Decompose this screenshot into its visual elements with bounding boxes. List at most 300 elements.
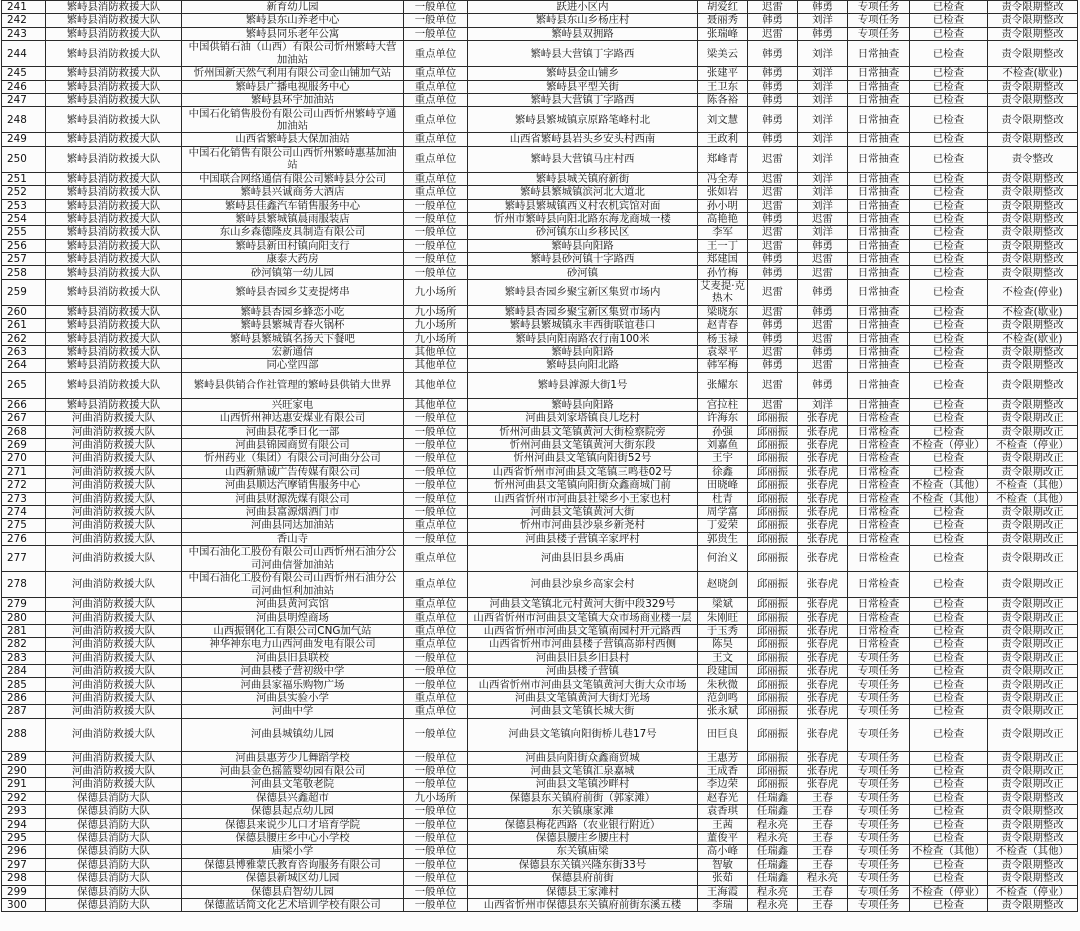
inspection-result: 责令限期整改 <box>988 805 1078 817</box>
inspector-1: 邱丽振 <box>748 439 798 451</box>
brigade-name: 繁峙县消防救援大队 <box>46 306 182 318</box>
inspector-2: 王春 <box>798 792 848 804</box>
contact-person: 王惠芳 <box>698 752 748 764</box>
unit-name: 河曲县惠芳少儿舞蹈学校 <box>182 752 404 764</box>
check-status: 已检查 <box>910 652 988 664</box>
inspector-1: 邱丽振 <box>748 705 798 717</box>
unit-name: 河曲县富源烟酒门市 <box>182 506 404 518</box>
unit-address: 河曲县向阳街众鑫商贸城 <box>468 752 698 764</box>
unit-name: 新育幼儿园 <box>182 1 404 13</box>
brigade-name: 河曲消防救援大队 <box>46 765 182 777</box>
contact-person: 董俊平 <box>698 832 748 844</box>
inspector-1: 程永亮 <box>748 899 798 911</box>
inspection-result: 责令限期改正 <box>988 506 1078 518</box>
unit-type: 一般单位 <box>404 412 468 424</box>
inspector-1: 任瑞鑫 <box>748 872 798 884</box>
inspector-1: 迟雷 <box>748 147 798 172</box>
task-type: 专项任务 <box>848 845 910 857</box>
inspector-2: 张春虎 <box>798 612 848 624</box>
inspector-1: 韩勇 <box>748 14 798 26</box>
inspector-1: 邱丽振 <box>748 719 798 751</box>
row-number: 256 <box>2 240 46 252</box>
table-row <box>2 638 1078 651</box>
brigade-name: 繁峙县消防救援大队 <box>46 173 182 185</box>
unit-name: 东山乡森德隆皮具制造有限公司 <box>182 226 404 238</box>
brigade-name: 保德县消防大队 <box>46 792 182 804</box>
unit-name: 繁峙县繁城青春火锅杯 <box>182 319 404 331</box>
contact-person: 朱刚旺 <box>698 612 748 624</box>
contact-person: 丁爱荣 <box>698 519 748 531</box>
inspector-2: 刘洋 <box>798 200 848 212</box>
brigade-name: 河曲消防救援大队 <box>46 426 182 438</box>
inspection-result: 责令限期改正 <box>988 692 1078 704</box>
unit-address: 山西省忻州市保德县东关镇府前街东溪五楼 <box>468 899 698 911</box>
unit-type: 一般单位 <box>404 253 468 265</box>
inspection-result: 责令整改 <box>988 147 1078 172</box>
brigade-name: 河曲消防救援大队 <box>46 638 182 650</box>
task-type: 专项任务 <box>848 652 910 664</box>
row-number: 292 <box>2 792 46 804</box>
brigade-name: 繁峙县消防救援大队 <box>46 253 182 265</box>
inspector-1: 韩勇 <box>748 41 798 66</box>
inspector-2: 张春虎 <box>798 533 848 545</box>
row-number: 279 <box>2 598 46 610</box>
brigade-name: 繁峙县消防救援大队 <box>46 81 182 93</box>
unit-address: 保德县王家滩村 <box>468 886 698 898</box>
inspector-2: 刘洋 <box>798 14 848 26</box>
brigade-name: 河曲消防救援大队 <box>46 452 182 464</box>
unit-name: 河曲县财源洗煤有限公司 <box>182 493 404 505</box>
task-type: 日常检查 <box>848 493 910 505</box>
unit-address: 繁峙县大营镇丁字路西 <box>468 94 698 106</box>
inspector-1: 邱丽振 <box>748 678 798 690</box>
row-number: 300 <box>2 899 46 911</box>
unit-address: 繁峙县双拥路 <box>468 28 698 40</box>
check-status: 已检查 <box>910 1 988 13</box>
table-row <box>2 612 1078 625</box>
unit-type: 一般单位 <box>404 506 468 518</box>
inspector-1: 邱丽振 <box>748 479 798 491</box>
inspector-2: 韩勇 <box>798 1 848 13</box>
check-status: 已检查 <box>910 705 988 717</box>
inspector-1: 迟雷 <box>748 28 798 40</box>
inspector-2: 张春虎 <box>798 665 848 677</box>
check-status: 已检查 <box>910 519 988 531</box>
unit-type: 一般单位 <box>404 266 468 278</box>
check-status: 已检查 <box>910 678 988 690</box>
inspector-2: 刘洋 <box>798 107 848 132</box>
inspector-2: 刘洋 <box>798 133 848 145</box>
brigade-name: 河曲消防救援大队 <box>46 692 182 704</box>
table-row <box>2 752 1078 765</box>
check-status: 已检查 <box>910 765 988 777</box>
table-row <box>2 439 1078 452</box>
inspection-result: 责令限期整改 <box>988 240 1078 252</box>
brigade-name: 繁峙县消防救援大队 <box>46 67 182 79</box>
contact-person: 冯全寿 <box>698 173 748 185</box>
unit-type: 重点单位 <box>404 519 468 531</box>
row-number: 253 <box>2 200 46 212</box>
check-status: 已检查 <box>910 805 988 817</box>
check-status: 已检查 <box>910 506 988 518</box>
check-status: 已检查 <box>910 466 988 478</box>
unit-type: 一般单位 <box>404 479 468 491</box>
inspector-2: 王春 <box>798 859 848 871</box>
task-type: 专项任务 <box>848 692 910 704</box>
row-number: 250 <box>2 147 46 172</box>
inspection-result: 责令限期整改 <box>988 107 1078 132</box>
contact-person: 袁香琪 <box>698 805 748 817</box>
row-number: 265 <box>2 373 46 398</box>
table-row <box>2 678 1078 691</box>
unit-address: 忻州河曲县文笔镇黄河大街检察院旁 <box>468 426 698 438</box>
row-number: 255 <box>2 226 46 238</box>
inspector-2: 张春虎 <box>798 692 848 704</box>
row-number: 268 <box>2 426 46 438</box>
row-number: 257 <box>2 253 46 265</box>
inspector-2: 张春虎 <box>798 506 848 518</box>
contact-person: 高艳艳 <box>698 213 748 225</box>
table-row <box>2 665 1078 678</box>
unit-address: 繁峙县大营镇丁字路西 <box>468 41 698 66</box>
inspector-1: 邱丽振 <box>748 612 798 624</box>
task-type: 日常检查 <box>848 439 910 451</box>
table-row <box>2 1 1078 14</box>
check-status: 已检查 <box>910 426 988 438</box>
inspection-result: 责令限期整改 <box>988 1 1078 13</box>
table-row <box>2 452 1078 465</box>
task-type: 专项任务 <box>848 778 910 790</box>
row-number: 276 <box>2 533 46 545</box>
unit-address: 繁峙县滹源大街1号 <box>468 373 698 398</box>
inspector-2: 韩勇 <box>798 240 848 252</box>
brigade-name: 保德县消防大队 <box>46 805 182 817</box>
unit-type: 一般单位 <box>404 1 468 13</box>
inspector-2: 韩勇 <box>798 346 848 358</box>
task-type: 日常检查 <box>848 519 910 531</box>
task-type: 日常抽查 <box>848 253 910 265</box>
inspection-result: 责令限期改正 <box>988 752 1078 764</box>
unit-address: 繁峙县金山铺乡 <box>468 67 698 79</box>
inspector-1: 韩勇 <box>748 266 798 278</box>
inspector-1: 邱丽振 <box>748 652 798 664</box>
unit-address: 繁峙县城关镇府新街 <box>468 173 698 185</box>
unit-address: 繁峙县杏园乡聚宝新区集贸市场内 <box>468 306 698 318</box>
table-row <box>2 306 1078 319</box>
unit-type: 其他单位 <box>404 373 468 398</box>
check-status: 已检查 <box>910 306 988 318</box>
brigade-name: 繁峙县消防救援大队 <box>46 1 182 13</box>
row-number: 296 <box>2 845 46 857</box>
table-row <box>2 359 1078 372</box>
task-type: 日常抽查 <box>848 306 910 318</box>
unit-name: 保德县新城区幼儿园 <box>182 872 404 884</box>
unit-address: 保德县梅花西路（农业银行附近） <box>468 819 698 831</box>
row-number: 246 <box>2 81 46 93</box>
table-row <box>2 346 1078 359</box>
inspector-2: 刘洋 <box>798 81 848 93</box>
unit-address: 繁峙县向阳路 <box>468 399 698 411</box>
inspector-2: 张春虎 <box>798 479 848 491</box>
inspector-2: 张春虎 <box>798 778 848 790</box>
contact-person: 王宇 <box>698 452 748 464</box>
inspection-result: 责令限期整改 <box>988 200 1078 212</box>
table-row <box>2 67 1078 80</box>
inspection-result: 责令限期整改 <box>988 832 1078 844</box>
inspector-2: 迟雷 <box>798 319 848 331</box>
row-number: 291 <box>2 778 46 790</box>
task-type: 专项任务 <box>848 872 910 884</box>
contact-person: 杜青 <box>698 493 748 505</box>
unit-address: 繁峙县平型关街 <box>468 81 698 93</box>
brigade-name: 保德县消防大队 <box>46 845 182 857</box>
inspection-result: 责令限期改正 <box>988 572 1078 597</box>
check-status: 已检查 <box>910 346 988 358</box>
inspector-1: 迟雷 <box>748 1 798 13</box>
check-status: 已检查 <box>910 546 988 571</box>
table-row <box>2 546 1078 572</box>
unit-type: 一般单位 <box>404 805 468 817</box>
check-status: 已检查 <box>910 319 988 331</box>
unit-address: 忻州河曲县文笔镇向阳街众鑫商城门前 <box>468 479 698 491</box>
task-type: 日常抽查 <box>848 186 910 198</box>
contact-person: 赵青春 <box>698 319 748 331</box>
unit-name: 保德县启智幼儿园 <box>182 886 404 898</box>
unit-address: 忻州河曲县文笔镇黄河大街东段 <box>468 439 698 451</box>
unit-type: 一般单位 <box>404 819 468 831</box>
unit-name: 繁峙县兴诚商务大酒店 <box>182 186 404 198</box>
row-number: 281 <box>2 625 46 637</box>
unit-name: 山西省繁峙县大保加油站 <box>182 133 404 145</box>
inspector-2: 迟雷 <box>798 213 848 225</box>
check-status: 已检查 <box>910 240 988 252</box>
unit-name: 中国石化销售股份有限公司山西忻州繁峙亨通加油站 <box>182 107 404 132</box>
unit-type: 重点单位 <box>404 147 468 172</box>
check-status: 已检查 <box>910 81 988 93</box>
table-row <box>2 173 1078 186</box>
unit-name: 宏新通信 <box>182 346 404 358</box>
unit-name: 河曲县家福乐购物广场 <box>182 678 404 690</box>
task-type: 日常检查 <box>848 598 910 610</box>
row-number: 262 <box>2 333 46 345</box>
unit-name: 保德县兴鑫超市 <box>182 792 404 804</box>
unit-name: 河曲县明煌商场 <box>182 612 404 624</box>
check-status: 已检查 <box>910 28 988 40</box>
inspector-1: 韩勇 <box>748 253 798 265</box>
task-type: 日常检查 <box>848 506 910 518</box>
brigade-name: 河曲消防救援大队 <box>46 493 182 505</box>
inspection-result: 责令限期整改 <box>988 346 1078 358</box>
task-type: 日常抽查 <box>848 319 910 331</box>
check-status: 已检查 <box>910 452 988 464</box>
table-row <box>2 899 1078 912</box>
inspector-1: 迟雷 <box>748 306 798 318</box>
brigade-name: 繁峙县消防救援大队 <box>46 373 182 398</box>
unit-type: 重点单位 <box>404 705 468 717</box>
table-row <box>2 253 1078 266</box>
unit-type: 一般单位 <box>404 778 468 790</box>
task-type: 专项任务 <box>848 886 910 898</box>
unit-type: 一般单位 <box>404 678 468 690</box>
row-number: 285 <box>2 678 46 690</box>
unit-type: 其他单位 <box>404 399 468 411</box>
table-row <box>2 147 1078 173</box>
row-number: 245 <box>2 67 46 79</box>
unit-type: 一般单位 <box>404 213 468 225</box>
row-number: 287 <box>2 705 46 717</box>
contact-person: 李边荣 <box>698 778 748 790</box>
check-status: 已检查 <box>910 399 988 411</box>
unit-address: 山西省忻州市河曲县社梁乡小王家也村 <box>468 493 698 505</box>
table-row <box>2 466 1078 479</box>
unit-address: 河曲县文笔镇黄河大街 <box>468 506 698 518</box>
task-type: 专项任务 <box>848 805 910 817</box>
brigade-name: 繁峙县消防救援大队 <box>46 266 182 278</box>
unit-type: 重点单位 <box>404 94 468 106</box>
inspector-1: 韩勇 <box>748 133 798 145</box>
unit-name: 河曲县实验小学 <box>182 692 404 704</box>
task-type: 专项任务 <box>848 678 910 690</box>
unit-name: 中国联合网络通信有限公司繁峙县分公司 <box>182 173 404 185</box>
task-type: 日常抽查 <box>848 359 910 371</box>
task-type: 专项任务 <box>848 1 910 13</box>
task-type: 日常检查 <box>848 466 910 478</box>
table-row <box>2 399 1078 412</box>
row-number: 294 <box>2 819 46 831</box>
contact-person: 何治义 <box>698 546 748 571</box>
row-number: 247 <box>2 94 46 106</box>
contact-person: 郭贵生 <box>698 533 748 545</box>
inspector-2: 韩勇 <box>798 373 848 398</box>
unit-name: 中国石油化工股份有限公司山西忻州石油分公司河曲信誉加油站 <box>182 546 404 571</box>
contact-person: 赵春光 <box>698 792 748 804</box>
task-type: 日常抽查 <box>848 399 910 411</box>
unit-name: 河曲县花季日化一部 <box>182 426 404 438</box>
unit-name: 河曲县同达加油站 <box>182 519 404 531</box>
contact-person: 韩军梅 <box>698 359 748 371</box>
inspector-1: 邱丽振 <box>748 546 798 571</box>
check-status: 不检查（停业） <box>910 886 988 898</box>
table-row <box>2 533 1078 546</box>
unit-address: 繁峙县向阳南路农行南100米 <box>468 333 698 345</box>
contact-person: 张耀东 <box>698 373 748 398</box>
task-type: 日常抽查 <box>848 41 910 66</box>
inspector-2: 刘洋 <box>798 94 848 106</box>
inspector-2: 张春虎 <box>798 705 848 717</box>
row-number: 244 <box>2 41 46 66</box>
inspection-result: 不检查（停业） <box>988 886 1078 898</box>
unit-type: 重点单位 <box>404 546 468 571</box>
inspector-1: 迟雷 <box>748 280 798 305</box>
inspector-1: 韩勇 <box>748 319 798 331</box>
check-status: 已检查 <box>910 226 988 238</box>
check-status: 已检查 <box>910 41 988 66</box>
row-number: 282 <box>2 638 46 650</box>
inspection-result: 不检查（其他） <box>988 845 1078 857</box>
brigade-name: 繁峙县消防救援大队 <box>46 200 182 212</box>
unit-address: 河曲县文笔镇北元村黄河大街中段329号 <box>468 598 698 610</box>
table-row <box>2 598 1078 611</box>
unit-address: 砂河镇东山乡移民区 <box>468 226 698 238</box>
inspector-2: 王春 <box>798 845 848 857</box>
unit-type: 一般单位 <box>404 14 468 26</box>
inspector-1: 邱丽振 <box>748 752 798 764</box>
brigade-name: 河曲消防救援大队 <box>46 752 182 764</box>
brigade-name: 繁峙县消防救援大队 <box>46 186 182 198</box>
unit-address: 东关镇庙梁 <box>468 845 698 857</box>
inspection-result: 责令限期整改 <box>988 226 1078 238</box>
unit-type: 一般单位 <box>404 859 468 871</box>
table-row <box>2 859 1078 872</box>
inspection-result: 责令限期改正 <box>988 412 1078 424</box>
task-type: 日常检查 <box>848 533 910 545</box>
table-row <box>2 652 1078 665</box>
unit-address: 忻州市繁峙县向阳北路东海龙商城一楼 <box>468 213 698 225</box>
table-row <box>2 845 1078 858</box>
inspector-1: 迟雷 <box>748 399 798 411</box>
check-status: 已检查 <box>910 612 988 624</box>
contact-person: 袁翠平 <box>698 346 748 358</box>
check-status: 已检查 <box>910 147 988 172</box>
contact-person: 郑峰青 <box>698 147 748 172</box>
inspector-1: 邱丽振 <box>748 466 798 478</box>
table-row <box>2 107 1078 133</box>
contact-person: 聂丽秀 <box>698 14 748 26</box>
table-row <box>2 805 1078 818</box>
brigade-name: 河曲消防救援大队 <box>46 625 182 637</box>
table-row <box>2 426 1078 439</box>
brigade-name: 繁峙县消防救援大队 <box>46 226 182 238</box>
inspector-2: 韩勇 <box>798 306 848 318</box>
unit-address: 繁峙县繁城镇西义村农机宾馆对面 <box>468 200 698 212</box>
row-number: 271 <box>2 466 46 478</box>
inspector-2: 王春 <box>798 832 848 844</box>
unit-address: 繁峙县砂河镇十字路西 <box>468 253 698 265</box>
task-type: 日常检查 <box>848 412 910 424</box>
inspector-1: 邱丽振 <box>748 412 798 424</box>
unit-type: 九小场所 <box>404 306 468 318</box>
contact-person: 李军 <box>698 226 748 238</box>
inspector-1: 程永亮 <box>748 886 798 898</box>
inspector-1: 邱丽振 <box>748 572 798 597</box>
unit-name: 繁峙县供销合作社管理的繁峙县供销大世界 <box>182 373 404 398</box>
table-row <box>2 412 1078 425</box>
check-status: 已检查 <box>910 752 988 764</box>
inspector-2: 张春虎 <box>798 598 848 610</box>
row-number: 251 <box>2 173 46 185</box>
inspection-result: 责令限期改正 <box>988 452 1078 464</box>
row-number: 270 <box>2 452 46 464</box>
unit-address: 河曲县文笔镇向阳街桥儿巷17号 <box>468 719 698 751</box>
inspector-2: 王春 <box>798 899 848 911</box>
unit-address: 繁峙县向阳北路 <box>468 359 698 371</box>
table-row <box>2 886 1078 899</box>
contact-person: 周学富 <box>698 506 748 518</box>
unit-name: 中国石化销售有限公司山西忻州繁峙惠基加油站 <box>182 147 404 172</box>
table-row <box>2 200 1078 213</box>
brigade-name: 河曲消防救援大队 <box>46 612 182 624</box>
unit-name: 同心堂四部 <box>182 359 404 371</box>
task-type: 日常抽查 <box>848 226 910 238</box>
unit-type: 重点单位 <box>404 186 468 198</box>
unit-address: 河曲县楼子营镇 <box>468 665 698 677</box>
row-number: 283 <box>2 652 46 664</box>
contact-person: 田巨良 <box>698 719 748 751</box>
inspector-2: 王春 <box>798 886 848 898</box>
unit-address: 河曲县文笔镇沙畔村 <box>468 778 698 790</box>
check-status: 已检查 <box>910 133 988 145</box>
row-number: 254 <box>2 213 46 225</box>
